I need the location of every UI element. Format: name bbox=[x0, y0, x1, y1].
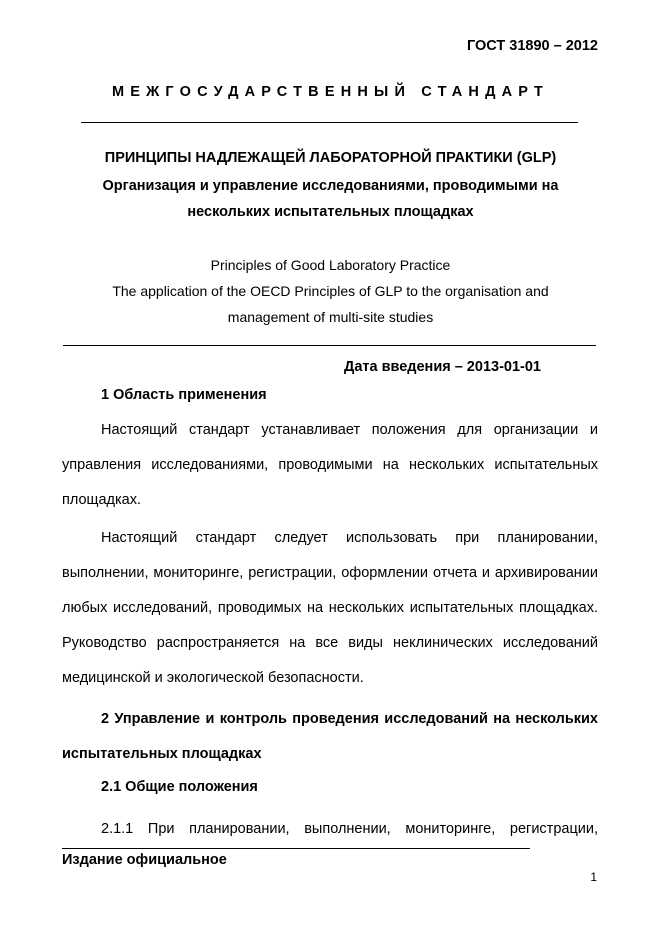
intro-date: Дата введения – 2013-01-01 bbox=[344, 359, 541, 375]
english-title-line-2: The application of the OECD Principles of GLP to the organisation and bbox=[112, 283, 549, 299]
section-2-1-1-paragraph: 2.1.1 При планировании, выполнении, мониторинге, регистрации, bbox=[101, 821, 598, 837]
standard-code: ГОСТ 31890 – 2012 bbox=[466, 38, 598, 54]
title-divider bbox=[63, 345, 596, 346]
edition-label: Издание официальное bbox=[62, 852, 227, 868]
standard-type: МЕЖГОСУДАРСТВЕННЫЙ СТАНДАРТ bbox=[111, 84, 550, 100]
footer-divider bbox=[62, 848, 530, 849]
header-divider bbox=[81, 122, 578, 123]
section-2-1-heading: 2.1 Общие положения bbox=[101, 779, 258, 795]
section-1-paragraph-2: Настоящий стандарт следует использовать при планировании, выполнении, мониторинге, регистрации, оформлении отчета и архивировании любых исследований, проводимых на нескольких испытательных площадках. Руководство распространяется на все виды неклинических исследований медицинской и экологической безопасности. bbox=[62, 530, 598, 686]
english-title-line-3: management of multi-site studies bbox=[227, 309, 434, 325]
page-number: 1 bbox=[590, 870, 597, 884]
section-1-paragraph-1: Настоящий стандарт устанавливает положения для организации и управления исследованиями, проводимыми на нескольких испытательных площадках. bbox=[62, 422, 598, 508]
title-line-3: нескольких испытательных площадках bbox=[187, 204, 474, 220]
section-2-heading: 2 Управление и контроль проведения исследований на нескольких испытательных площадках bbox=[62, 711, 598, 762]
title-line-1: ПРИНЦИПЫ НАДЛЕЖАЩЕЙ ЛАБОРАТОРНОЙ ПРАКТИКИ (GLP) bbox=[104, 150, 557, 166]
title-line-2: Организация и управление исследованиями, проводимыми на bbox=[102, 178, 559, 194]
english-title-line-1: Principles of Good Laboratory Practice bbox=[210, 257, 451, 273]
section-1-heading: 1 Область применения bbox=[101, 387, 267, 403]
